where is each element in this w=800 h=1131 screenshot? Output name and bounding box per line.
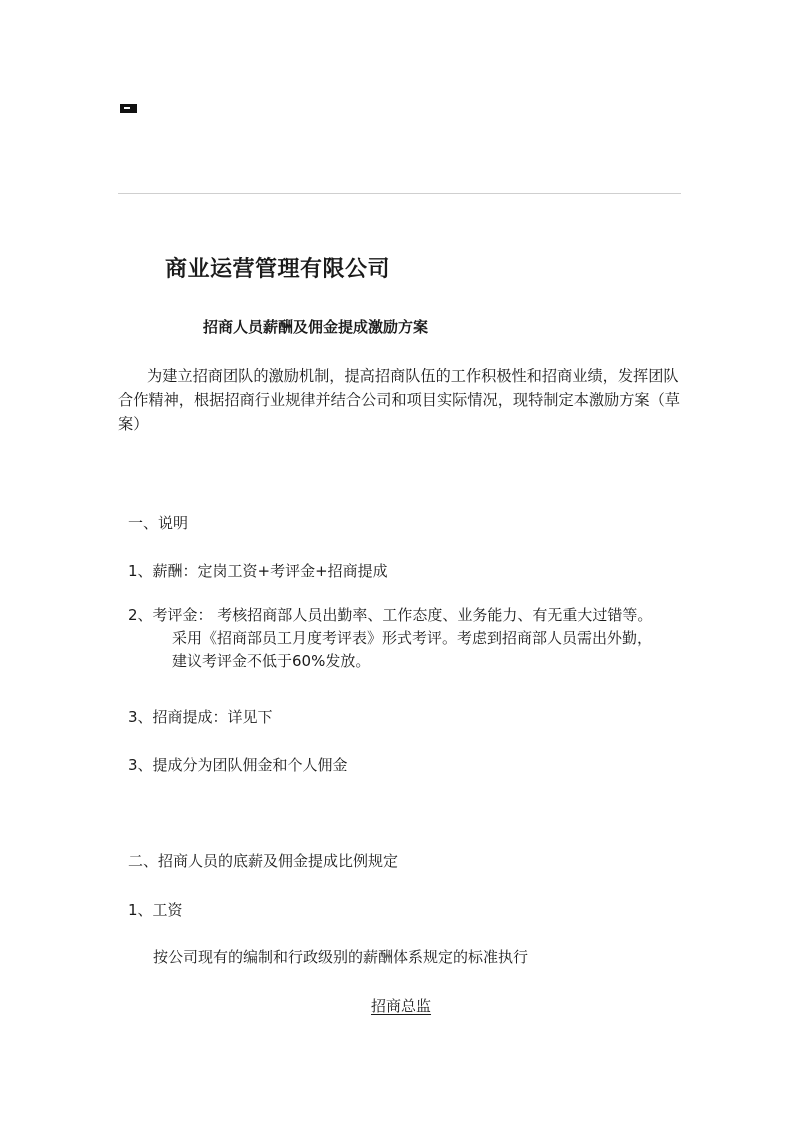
item-evaluation-line-3: 建议考评金不低于60%发放。	[172, 652, 371, 670]
item-salary: 1、薪酬：定岗工资+考评金+招商提成	[128, 562, 388, 580]
section-1-heading: 一、说明	[128, 514, 189, 532]
document-title: 招商人员薪酬及佣金提成激励方案	[203, 318, 429, 336]
logo-mark	[120, 104, 137, 113]
item-wage: 1、工资	[128, 901, 183, 919]
wage-body: 按公司现有的编制和行政级别的薪酬体系规定的标准执行	[153, 948, 529, 966]
item-commission-split: 3、提成分为团队佣金和个人佣金	[128, 756, 348, 774]
item-commission: 3、招商提成：详见下	[128, 708, 273, 726]
item-evaluation	[128, 604, 698, 673]
section-2-heading: 二、招商人员的底薪及佣金提成比例规定	[128, 852, 399, 870]
item-evaluation-line-1: 2、考评金： 考核招商部人员出勤率、工作态度、业务能力、有无重大过错等。	[128, 606, 653, 624]
intro-paragraph: 为建立招商团队的激励机制，提高招商队伍的工作积极性和招商业绩，发挥团队合作精神，根据招商行业规律并结合公司和项目实际情况，现特制定本激励方案（草案）	[118, 367, 680, 433]
subheading-director: 招商总监	[371, 997, 432, 1015]
item-evaluation-line-2: 采用《招商部员工月度考评表》形式考评。考虑到招商部人员需出外勤，	[172, 629, 653, 647]
header-divider	[118, 193, 681, 194]
company-name: 商业运营管理有限公司	[165, 257, 391, 282]
